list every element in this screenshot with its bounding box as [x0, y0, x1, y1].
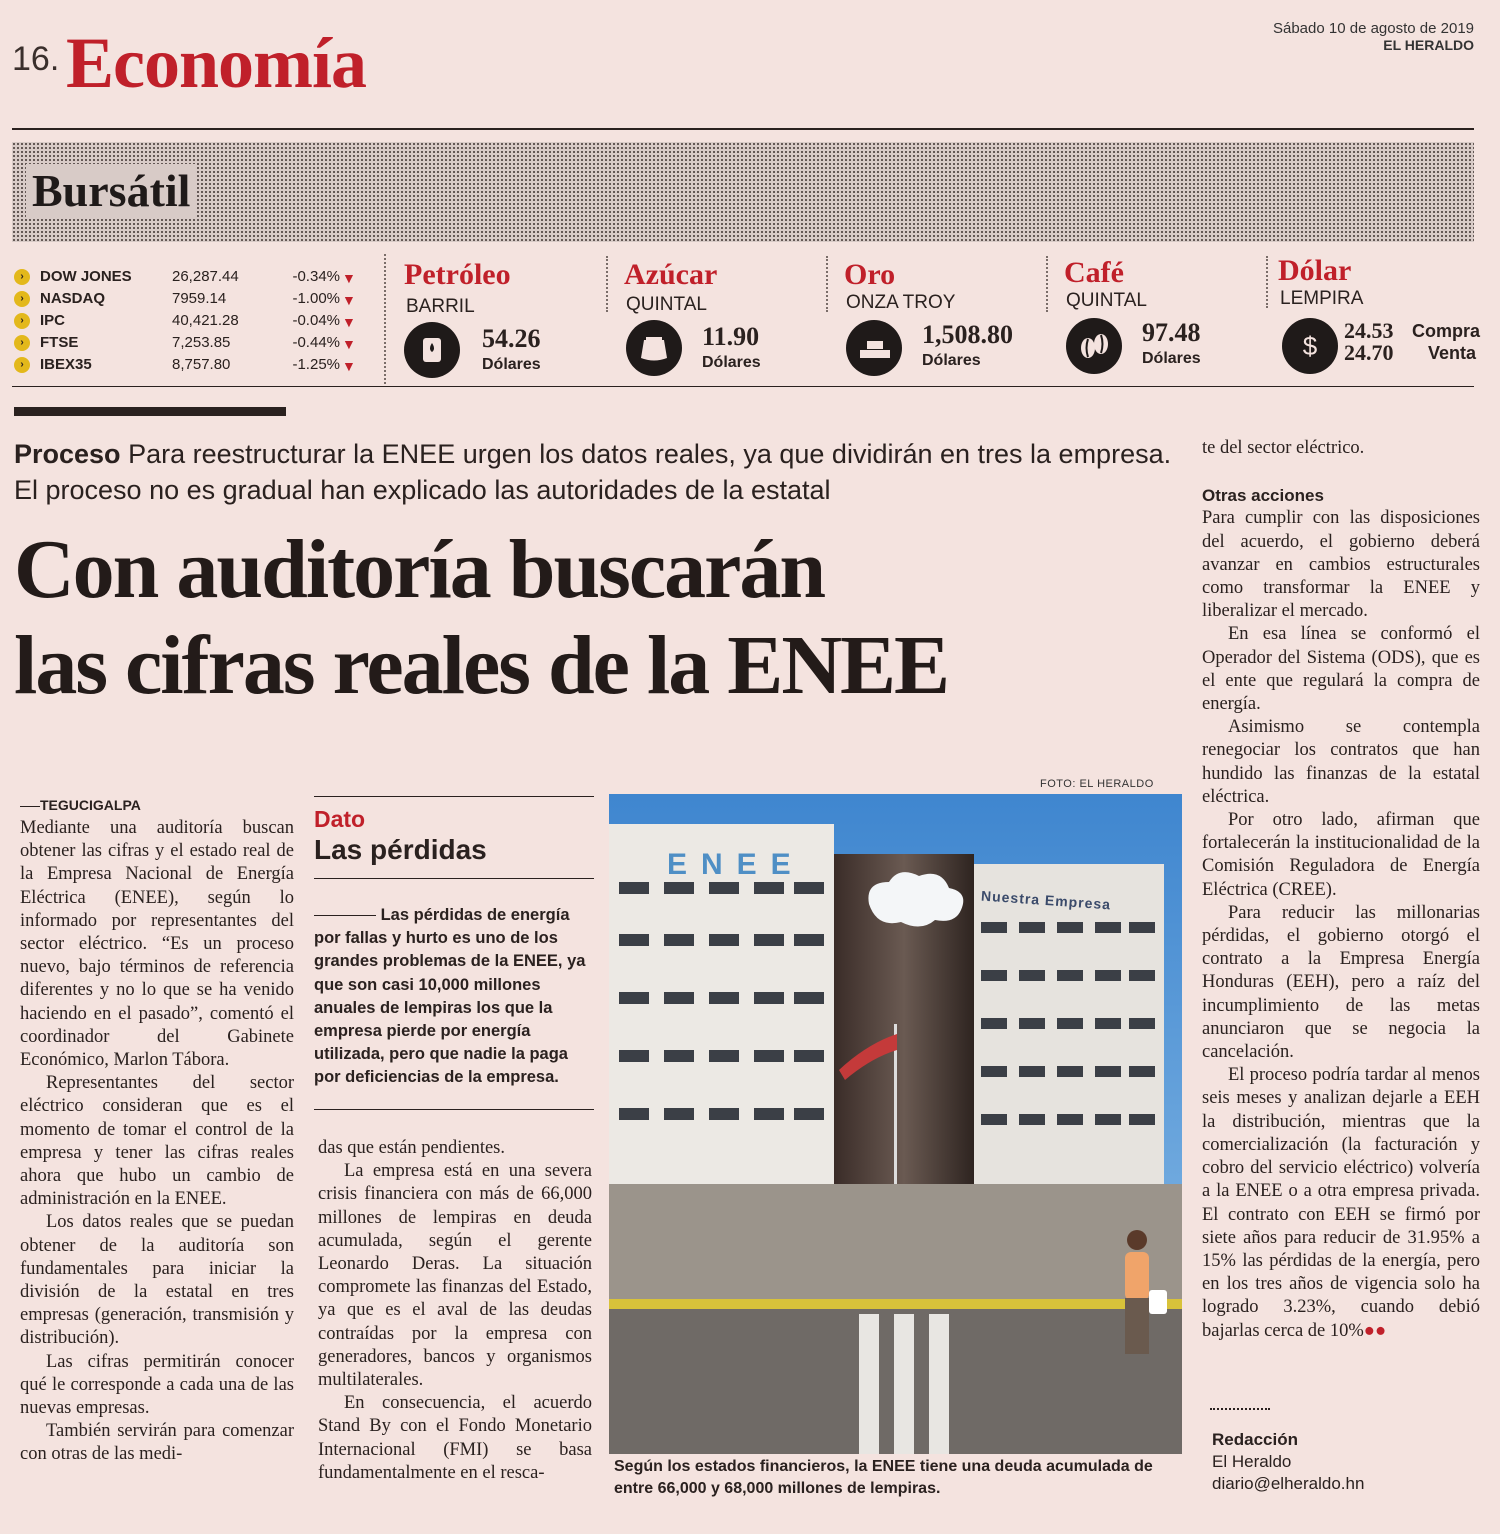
- chevron-right-icon: ›: [14, 269, 30, 285]
- signature-divider: [1210, 1408, 1270, 1410]
- bursatil-banner: [12, 142, 1474, 242]
- commodity-unit: QUINTAL: [1066, 290, 1147, 311]
- paragraph: Representantes del sector eléctrico consideran que es el momento de tomar el control de la empresa y tener las cifras reales ahora que hubo un cambio de administración en la ENEE.: [20, 1073, 294, 1210]
- divider: [1266, 256, 1268, 308]
- ticker-change: -1.25%: [292, 356, 340, 373]
- dollar-buy: 24.53: [1344, 318, 1394, 343]
- ticker-name: DOW JONES: [40, 268, 132, 285]
- dateline-text: TEGUCIGALPA: [40, 797, 141, 813]
- chevron-right-icon: ›: [14, 313, 30, 329]
- down-arrow-icon: ▼: [342, 292, 356, 308]
- dato-label: Dato: [314, 806, 366, 832]
- commodity-price: 1,508.80: [922, 320, 1013, 349]
- dollar-title: Dólar: [1278, 254, 1352, 287]
- dollar-sell: 24.70: [1344, 340, 1394, 365]
- paragraph: Para cumplir con las disposiciones del acuerdo, el gobierno deberá avanzar en cambios estructurales como transformar la ENEE y liberalizar el mercado.: [1202, 508, 1480, 622]
- divider: [1046, 256, 1048, 312]
- kicker-label: Proceso: [14, 439, 121, 469]
- dollar-unit: LEMPIRA: [1280, 288, 1364, 309]
- commodity-unit: BARRIL: [406, 296, 475, 317]
- ticker-row: [14, 266, 374, 288]
- ticker-value: 7,253.85: [172, 334, 231, 351]
- ticker-row: [14, 288, 374, 310]
- paragraph: [1202, 1064, 1480, 1342]
- paragraph: Los datos reales que se puedan obtener de la auditoría son fundamentales para iniciar la división de la estatal en tres empresas (generación, transmisión y distribución).: [20, 1212, 294, 1349]
- empresa-sign: Nuestra Empresa: [980, 887, 1112, 913]
- issue-date: Sábado 10 de agosto de 2019: [1272, 20, 1474, 37]
- photo-caption: Según los estados financieros, la ENEE tiene una deuda acumulada de entre 66,000 y 68,000 millones de lempiras.: [614, 1458, 1153, 1497]
- ticker-change: -0.44%: [292, 334, 340, 351]
- ticker-change: -0.04%: [292, 312, 340, 329]
- sugar-sack-icon: [626, 320, 682, 376]
- chevron-right-icon: ›: [14, 335, 30, 351]
- commodity-currency: Dólares: [482, 356, 541, 373]
- headline-line: las cifras reales de la ENEE: [14, 619, 949, 712]
- paragraph: te del sector eléctrico.: [1202, 438, 1365, 458]
- ticker-name: IBEX35: [40, 356, 92, 373]
- ticker-value: 40,421.28: [172, 312, 239, 329]
- article-column-1: [20, 817, 294, 1467]
- ticker-change: -0.34%: [292, 268, 340, 285]
- commodity-unit: QUINTAL: [626, 294, 707, 315]
- chevron-right-icon: ›: [14, 357, 30, 373]
- dateline: [20, 797, 141, 813]
- divider: [606, 256, 608, 312]
- down-arrow-icon: ▼: [342, 358, 356, 374]
- commodity-price: 54.26: [482, 324, 541, 353]
- ticker-value: 7959.14: [172, 290, 227, 307]
- commodity-currency: Dólares: [702, 354, 761, 371]
- ticker-name: FTSE: [40, 334, 79, 351]
- commodity-currency: Dólares: [1142, 350, 1201, 367]
- ticker-name: NASDAQ: [40, 290, 106, 307]
- ticker-row: [14, 354, 374, 376]
- subhead: Otras acciones: [1202, 486, 1324, 506]
- paragraph: das que están pendientes.: [318, 1138, 505, 1158]
- money-bag-icon: $: [1282, 318, 1338, 374]
- commodity-currency: Dólares: [922, 352, 981, 369]
- down-arrow-icon: ▼: [342, 314, 356, 330]
- header-rule: [12, 128, 1474, 130]
- kicker-bar: [14, 407, 286, 416]
- article-column-3: [1202, 437, 1480, 1343]
- headline: [14, 522, 1214, 714]
- photo-credit: FOTO: EL HERALDO: [1040, 778, 1154, 790]
- dato-title: Las pérdidas: [314, 834, 487, 865]
- enee-sign: ENEE: [667, 848, 805, 881]
- paragraph: La empresa está en una severa crisis financiera con más de 66,000 millones de lempiras en deuda acumulada, según el gerente Leonardo Deras. La situación compromete las finanzas del Estado, ya que es el aval de las deudas contraídas por la empresa con generadores, bancos y organismos multilaterales.: [318, 1161, 592, 1391]
- commodity-title: Petróleo: [404, 258, 511, 291]
- signature-name: El Heraldo: [1212, 1452, 1292, 1471]
- article-column-2: [318, 1137, 592, 1485]
- dollar-buy-label: Compra: [1412, 321, 1481, 341]
- paragraph: Por otro lado, afirman que fortalecerán la institucionalidad de la Comisión Reguladora de Energía Eléctrica (CREE).: [1202, 810, 1480, 900]
- ticker-change: -1.00%: [292, 290, 340, 307]
- dollar-sell-label: Venta: [1428, 343, 1477, 363]
- bursatil-bottom-rule: [12, 386, 1474, 387]
- ticker-name: IPC: [40, 312, 66, 329]
- paragraph: También servirán para comenzar con otras de las medi-: [20, 1421, 294, 1465]
- signature-email: diario@elheraldo.hn: [1212, 1474, 1365, 1493]
- ticker-row: [14, 332, 374, 354]
- paragraph-text: El proceso podría tardar al menos seis meses y analizan dejarle a EEH la distribución, mientras que la comercialización (la facturación y cobro del servicio eléctrico) volvería a la ENEE o a otra empresa privada. El contrato con EEH se firmó por siete años para reducir de 31.95% a 15% las pérdidas de la energía, pero en los tres años de vigencia solo ha logrado 3.23%, cuando debió bajarlas cerca de 10%: [1202, 1065, 1480, 1341]
- signature-label: Redacción: [1212, 1430, 1298, 1449]
- dato-rule: [314, 878, 594, 879]
- paragraph: Asimismo se contempla renegociar los contratos que han hundido las finanzas de la estatal eléctrica.: [1202, 717, 1480, 807]
- coffee-bean-icon: [1066, 318, 1122, 374]
- paragraph: Para reducir las millonarias pérdidas, el gobierno otorgó el contrato a la Empresa Energía Honduras (EEH), pero a raíz del incumplimiento de las metas anunciaron que se negocia la cancelación.: [1202, 902, 1480, 1063]
- paragraph: Mediante una auditoría buscan obtener las cifras y el estado real de la Empresa Nacional de Energía Eléctrica (ENEE), según lo informado por representantes del sector eléctrico. “Es un proceso nuevo, bajo términos de referencia diferentes y no lo que se ha venido haciendo en el pasado”, comentó el coordinador del Gabinete Económico, Marlon Tábora.: [20, 818, 294, 1071]
- publication-name: EL HERALDO: [1383, 37, 1474, 53]
- paragraph: En consecuencia, el acuerdo Stand By con el Fondo Monetario Internacional (FMI) se basa fundamentalmente en el resca-: [318, 1393, 592, 1483]
- dato-text: [314, 904, 594, 1090]
- ticker-row: [14, 310, 374, 332]
- kicker: [14, 436, 1174, 508]
- paragraph: En esa línea se conformó el Operador del Sistema (ODS), que es el ente que regulará la compra de energía.: [1202, 624, 1480, 715]
- ticker-value: 8,757.80: [172, 356, 231, 373]
- chevron-right-icon: ›: [14, 291, 30, 307]
- headline-line: Con auditoría buscarán: [14, 523, 825, 616]
- masthead-date: [1273, 20, 1474, 54]
- dato-dash: [314, 915, 376, 916]
- divider: [384, 254, 386, 384]
- down-arrow-icon: ▼: [342, 270, 356, 286]
- commodity-title: Azúcar: [624, 258, 718, 291]
- article-photo: [609, 794, 1182, 1454]
- paragraph: Las cifras permitirán conocer qué le corresponde a cada una de las nuevas empresas.: [20, 1351, 294, 1419]
- commodity-title: Oro: [844, 258, 896, 291]
- dato-body: Las pérdidas de energía por fallas y hurto es uno de los grandes problemas de la ENEE, ya que son casi 10,000 millones anuales de lempiras los que la empresa pierde por energía utilizada, pero que nadie la paga por deficiencias de la empresa.: [314, 906, 586, 1087]
- commodity-title: Café: [1064, 256, 1124, 289]
- gold-bars-icon: [846, 320, 902, 376]
- bursatil-title: Bursátil: [26, 164, 196, 217]
- page-number: 16.: [12, 40, 60, 78]
- divider: [826, 256, 828, 312]
- oil-barrel-icon: [404, 322, 460, 378]
- section-title: Economía: [66, 23, 367, 103]
- kicker-text: Para reestructurar la ENEE urgen los datos reales, ya que dividirán en tres la empresa. El proceso no es gradual han explicado las autoridades de la estatal: [14, 439, 1172, 505]
- commodity-price: 97.48: [1142, 318, 1201, 347]
- end-mark: ●●: [1363, 1320, 1387, 1341]
- ticker-value: 26,287.44: [172, 268, 239, 285]
- commodity-price: 11.90: [702, 322, 760, 351]
- commodity-unit: ONZA TROY: [846, 292, 956, 313]
- down-arrow-icon: ▼: [342, 336, 356, 352]
